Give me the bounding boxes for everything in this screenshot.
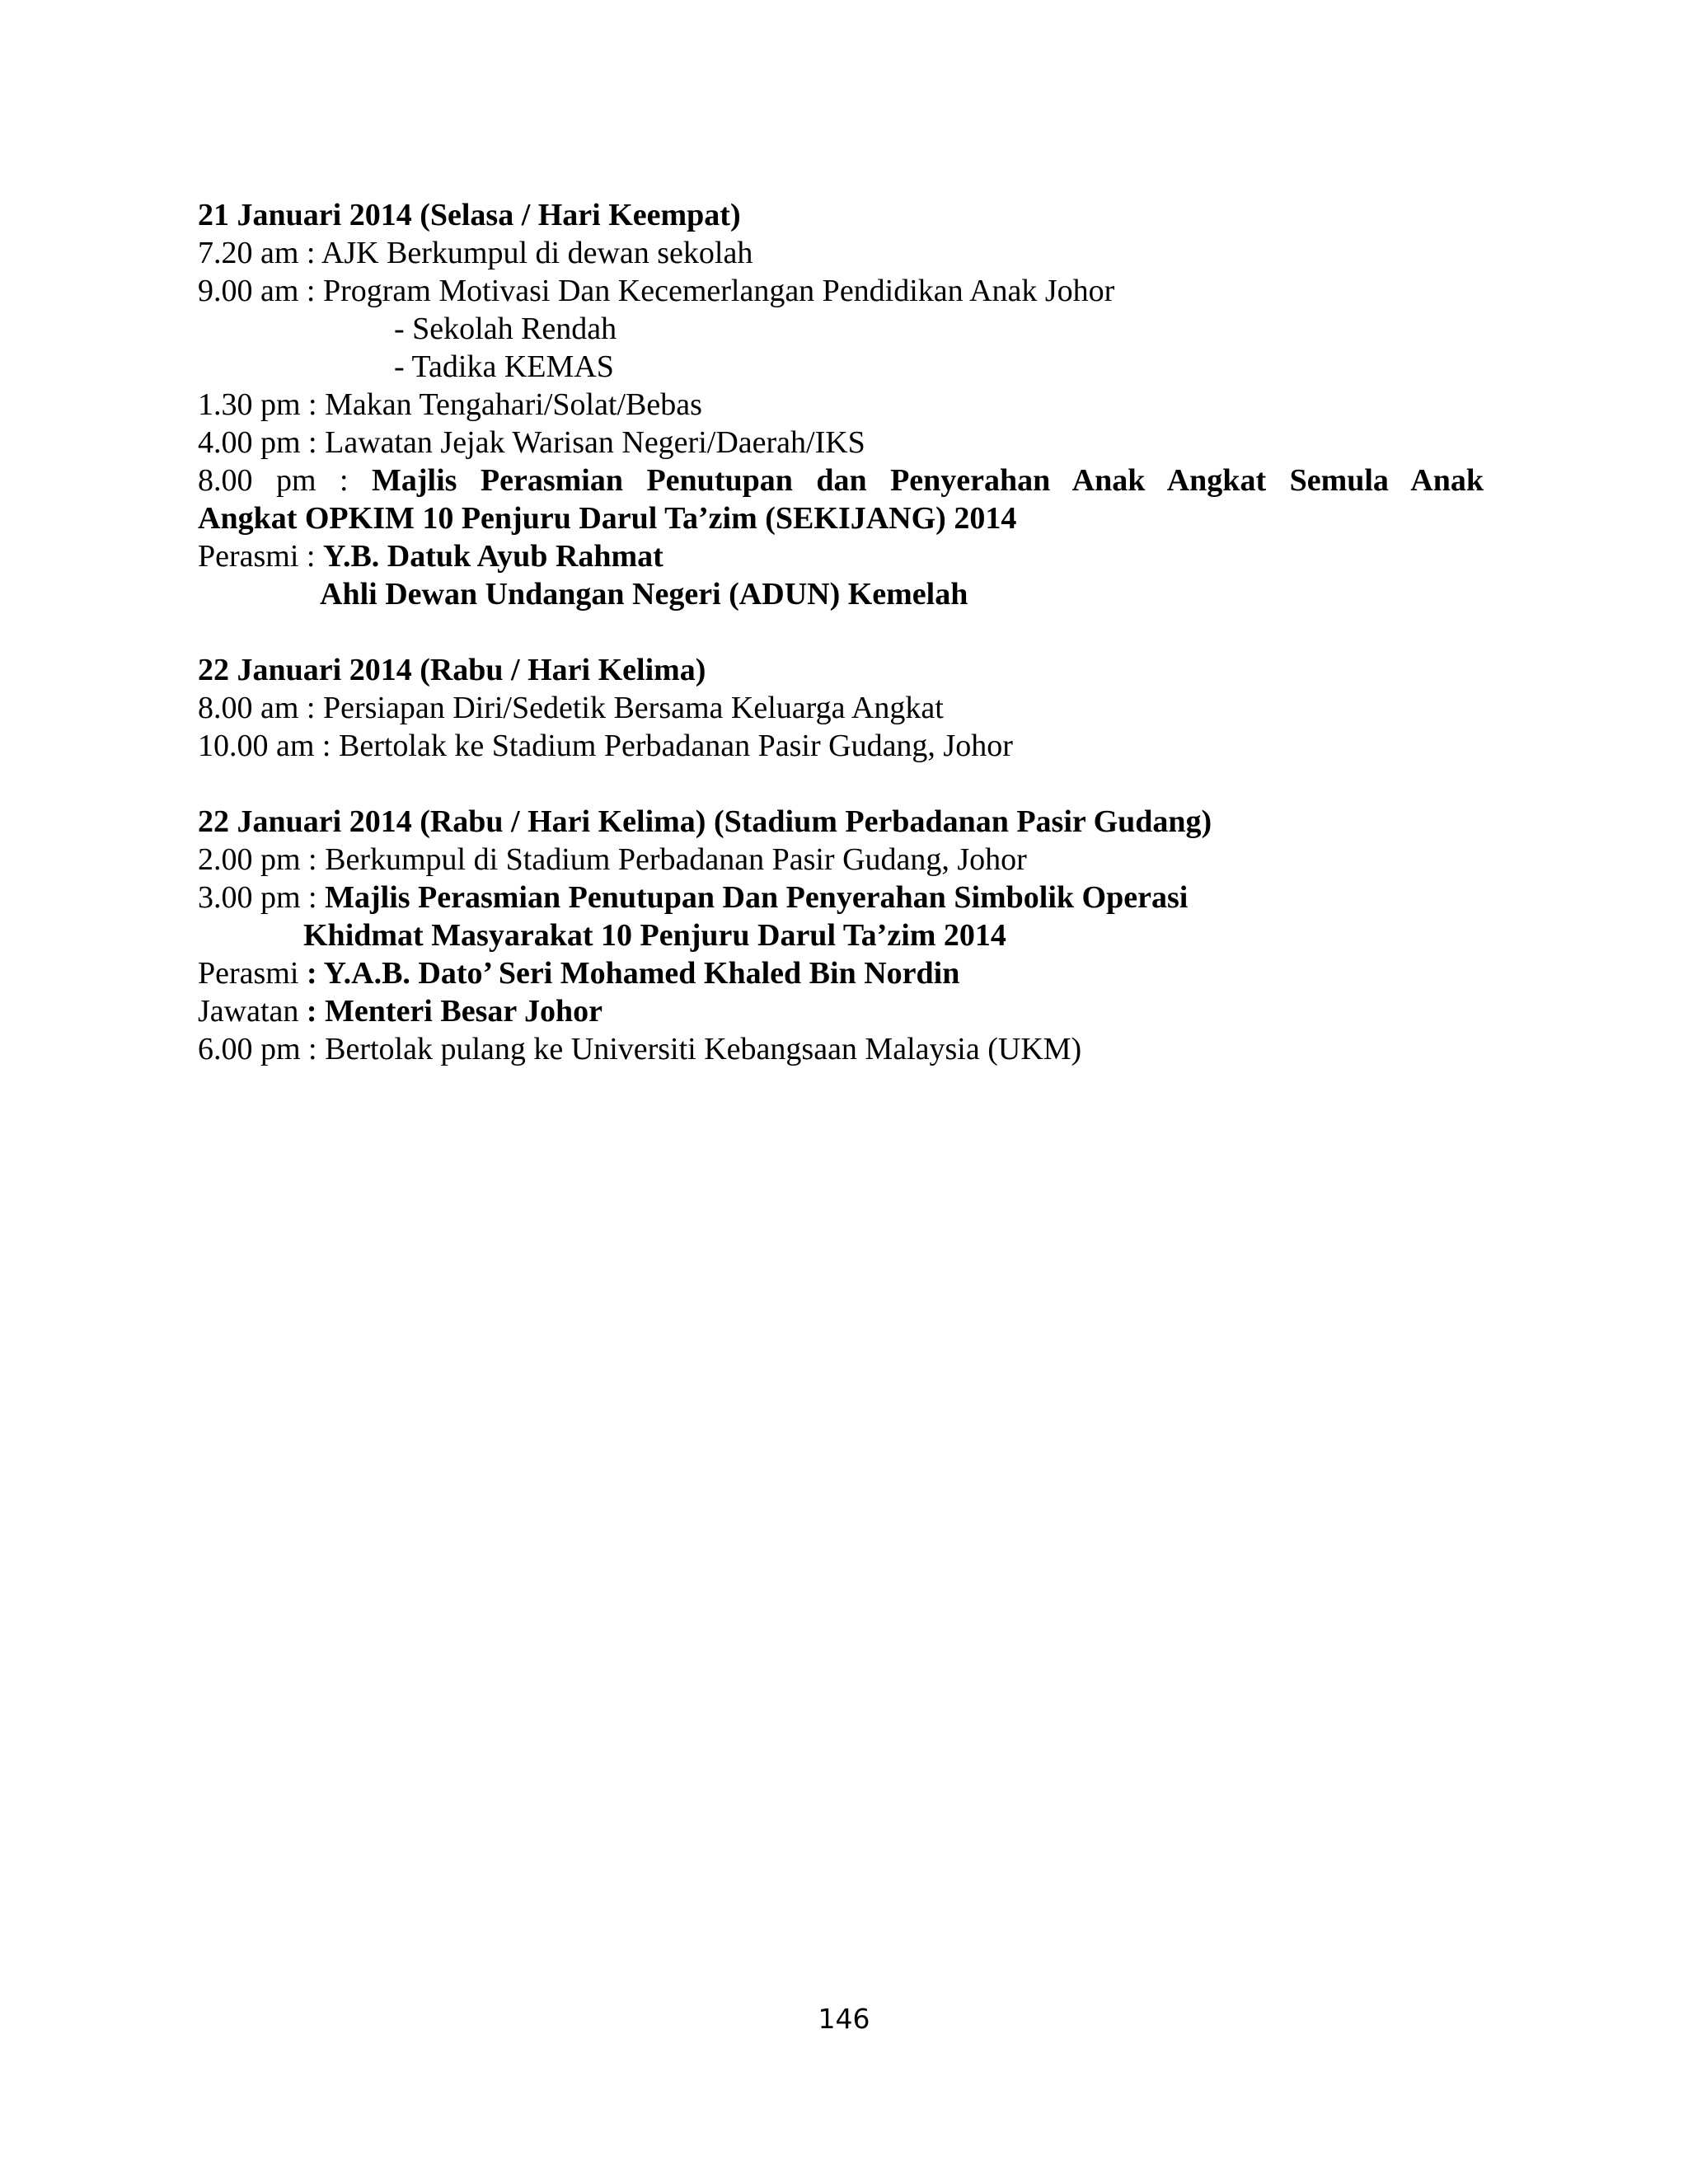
schedule-item-justified bbox=[198, 462, 1484, 499]
schedule-item: 10.00 am : Bertolak ke Stadium Perbadanan Pasir Gudang, Johor bbox=[198, 729, 1013, 763]
section-heading: 21 Januari 2014 (Selasa / Hari Keempat) bbox=[198, 198, 741, 232]
schedule-subitem: - Tadika KEMAS bbox=[394, 349, 614, 384]
schedule-item: 1.30 pm : Makan Tengahari/Solat/Bebas bbox=[198, 387, 702, 422]
schedule-item bbox=[198, 879, 1484, 916]
section-spacer bbox=[198, 613, 1484, 651]
section-spacer bbox=[198, 765, 1484, 803]
jawatan-value: : Menteri Besar Johor bbox=[306, 994, 603, 1029]
perasmi-line bbox=[198, 537, 1484, 575]
schedule-item: 4.00 pm : Lawatan Jejak Warisan Negeri/Daerah/IKS bbox=[198, 425, 865, 460]
section-day4 bbox=[198, 196, 1484, 613]
perasmi-title: Ahli Dewan Undangan Negeri (ADUN) Kemelah bbox=[320, 577, 968, 612]
page-number: 146 bbox=[818, 2003, 870, 2035]
perasmi-name: Y.B. Datuk Ayub Rahmat bbox=[322, 539, 663, 574]
document-body bbox=[198, 196, 1484, 1068]
event-title-continuation: Angkat OPKIM 10 Penjuru Darul Ta’zim (SEKIJANG) 2014 bbox=[198, 501, 1017, 536]
section-heading: 22 Januari 2014 (Rabu / Hari Kelima) bbox=[198, 653, 706, 687]
schedule-item: 9.00 am : Program Motivasi Dan Kecemerlangan Pendidikan Anak Johor bbox=[198, 274, 1115, 308]
perasmi-line bbox=[198, 954, 1484, 992]
section-day5-morning bbox=[198, 651, 1484, 765]
jawatan-line bbox=[198, 992, 1484, 1030]
schedule-item: 8.00 am : Persiapan Diri/Sedetik Bersama Keluarga Angkat bbox=[198, 691, 944, 725]
event-title: Majlis Perasmian Penutupan Dan Penyerahan Simbolik Operasi bbox=[325, 880, 1189, 915]
section-heading: 22 Januari 2014 (Rabu / Hari Kelima) (Stadium Perbadanan Pasir Gudang) bbox=[198, 804, 1212, 839]
schedule-subitem: - Sekolah Rendah bbox=[394, 312, 617, 346]
schedule-item: 6.00 pm : Bertolak pulang ke Universiti Kebangsaan Malaysia (UKM) bbox=[198, 1032, 1082, 1066]
schedule-item: 2.00 pm : Berkumpul di Stadium Perbadanan Pasir Gudang, Johor bbox=[198, 842, 1027, 877]
event-title-continuation: Khidmat Masyarakat 10 Penjuru Darul Ta’zim 2014 bbox=[303, 918, 1006, 953]
event-title: Majlis Perasmian Penutupan dan Penyerahan Anak Angkat Semula Anak bbox=[372, 463, 1484, 498]
jawatan-label: Jawatan bbox=[198, 994, 299, 1029]
section-day5-stadium bbox=[198, 803, 1484, 1068]
schedule-item: 7.20 am : AJK Berkumpul di dewan sekolah bbox=[198, 236, 753, 270]
schedule-time: 3.00 pm : bbox=[198, 880, 317, 915]
perasmi-name: : Y.A.B. Dato’ Seri Mohamed Khaled Bin Nordin bbox=[306, 956, 960, 991]
perasmi-label: Perasmi bbox=[198, 956, 299, 991]
perasmi-label: Perasmi : bbox=[198, 539, 316, 574]
schedule-time: 8.00 pm : bbox=[198, 463, 349, 498]
